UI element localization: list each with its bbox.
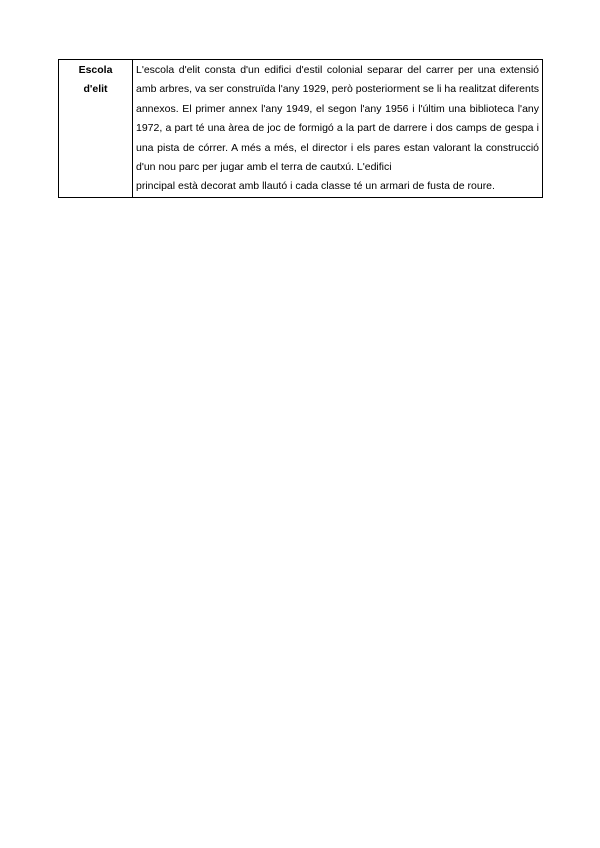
row-body-cell: [133, 60, 543, 198]
content-table: [58, 59, 543, 198]
body-last-line: principal està decorat amb llautó i cada classe té un armari de fusta de roure.: [136, 180, 495, 193]
row-heading-line2: d'elit: [83, 83, 108, 95]
row-heading-line1: Escola: [78, 64, 113, 76]
row-heading-cell: [59, 60, 133, 198]
body-paragraph: L'escola d'elit consta d'un edifici d'estil colonial separar del carrer per una extensió amb arbres, va ser construïda l'any 1929, però posteriorment se li ha realitzat diferents annexos. El primer annex l'any 1949, el segon l'any 1956 i l'últim una biblioteca l'any 1972, a part té una àrea de joc de formigó a la part de darrere i dos camps de gespa i una pista de córrer. A més a més, el director i els pares estan valorant la construcció d'un nou parc per jugar amb el terra de cautxú. L'edifici: [136, 64, 539, 174]
table-row: [59, 60, 543, 198]
